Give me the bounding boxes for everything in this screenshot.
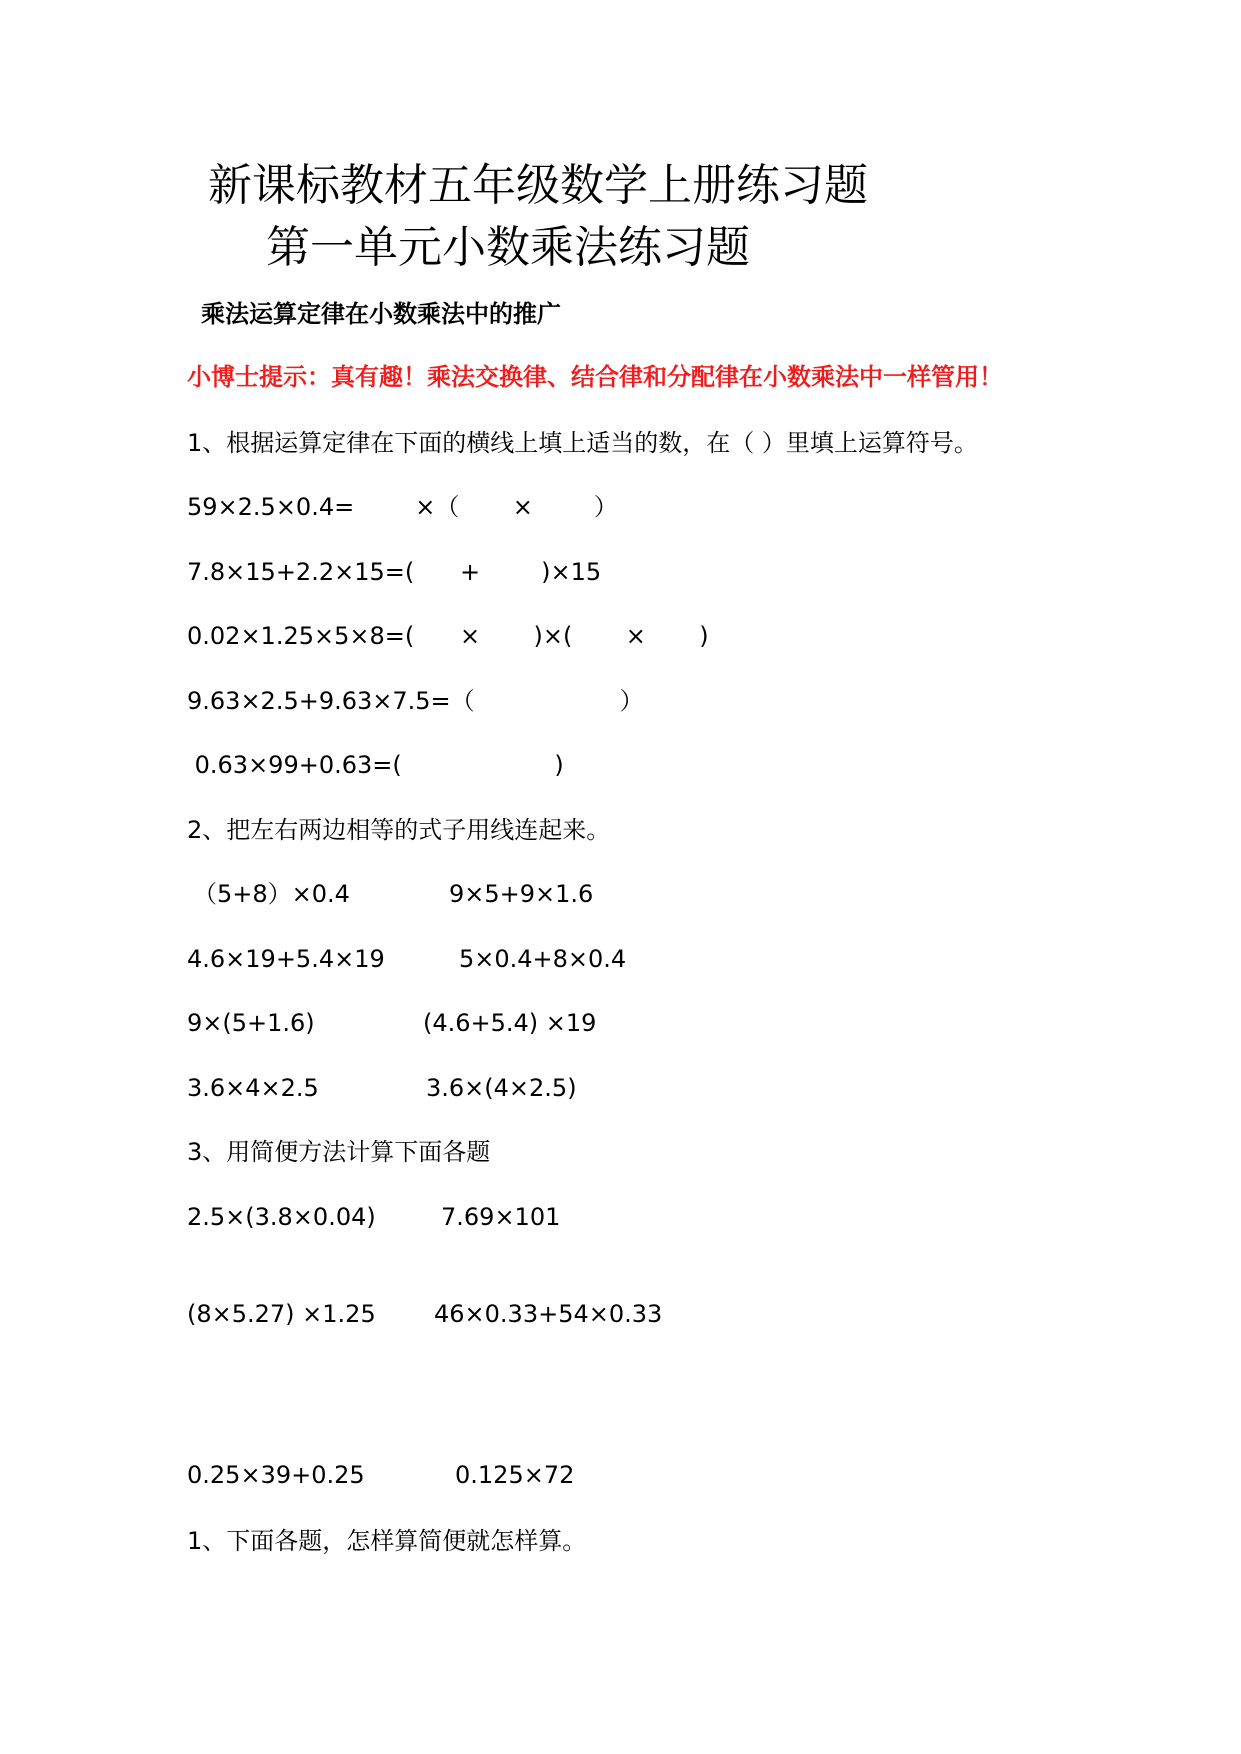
question1-line: 0.02×1.25×5×8=( × )×( × )	[187, 622, 709, 650]
match-left-item: 3.6×4×2.5	[187, 1074, 319, 1102]
section-title: 乘法运算定律在小数乘法中的推广	[201, 300, 561, 328]
page-title-line1: 新课标教材五年级数学上册练习题	[208, 160, 868, 211]
question1-line: 0.63×99+0.63=( )	[187, 751, 564, 779]
calc-item: 46×0.33+54×0.33	[434, 1300, 663, 1328]
hint-text: 小博士提示：真有趣！乘法交换律、结合律和分配律在小数乘法中一样管用！	[187, 363, 1003, 391]
match-right-item: (4.6+5.4) ×19	[423, 1009, 597, 1037]
question4-prompt: 1、下面各题，怎样算简便就怎样算。	[187, 1527, 587, 1555]
match-right-item: 9×5+9×1.6	[449, 880, 594, 908]
question1-line: 9.63×2.5+9.63×7.5=（ ）	[187, 687, 644, 715]
calc-item: 0.125×72	[455, 1461, 575, 1489]
calc-item: 2.5×(3.8×0.04)	[187, 1203, 376, 1231]
question1-prompt: 1、根据运算定律在下面的横线上填上适当的数，在（ ）里填上运算符号。	[187, 429, 978, 457]
question1-line: 59×2.5×0.4= ×（ × ）	[187, 493, 618, 521]
match-left-item: 4.6×19+5.4×19	[187, 945, 385, 973]
match-right-item: 5×0.4+8×0.4	[459, 945, 627, 973]
question3-prompt: 3、用简便方法计算下面各题	[187, 1138, 491, 1166]
match-right-item: 3.6×(4×2.5)	[426, 1074, 577, 1102]
question2-prompt: 2、把左右两边相等的式子用线连起来。	[187, 816, 611, 844]
page-title-line2: 第一单元小数乘法练习题	[266, 222, 750, 273]
question1-line: 7.8×15+2.2×15=( + )×15	[187, 558, 602, 586]
match-left-item: （5+8）×0.4	[193, 880, 350, 908]
calc-item: 7.69×101	[441, 1203, 561, 1231]
calc-item: 0.25×39+0.25	[187, 1461, 365, 1489]
calc-item: (8×5.27) ×1.25	[187, 1300, 376, 1328]
match-left-item: 9×(5+1.6)	[187, 1009, 315, 1037]
